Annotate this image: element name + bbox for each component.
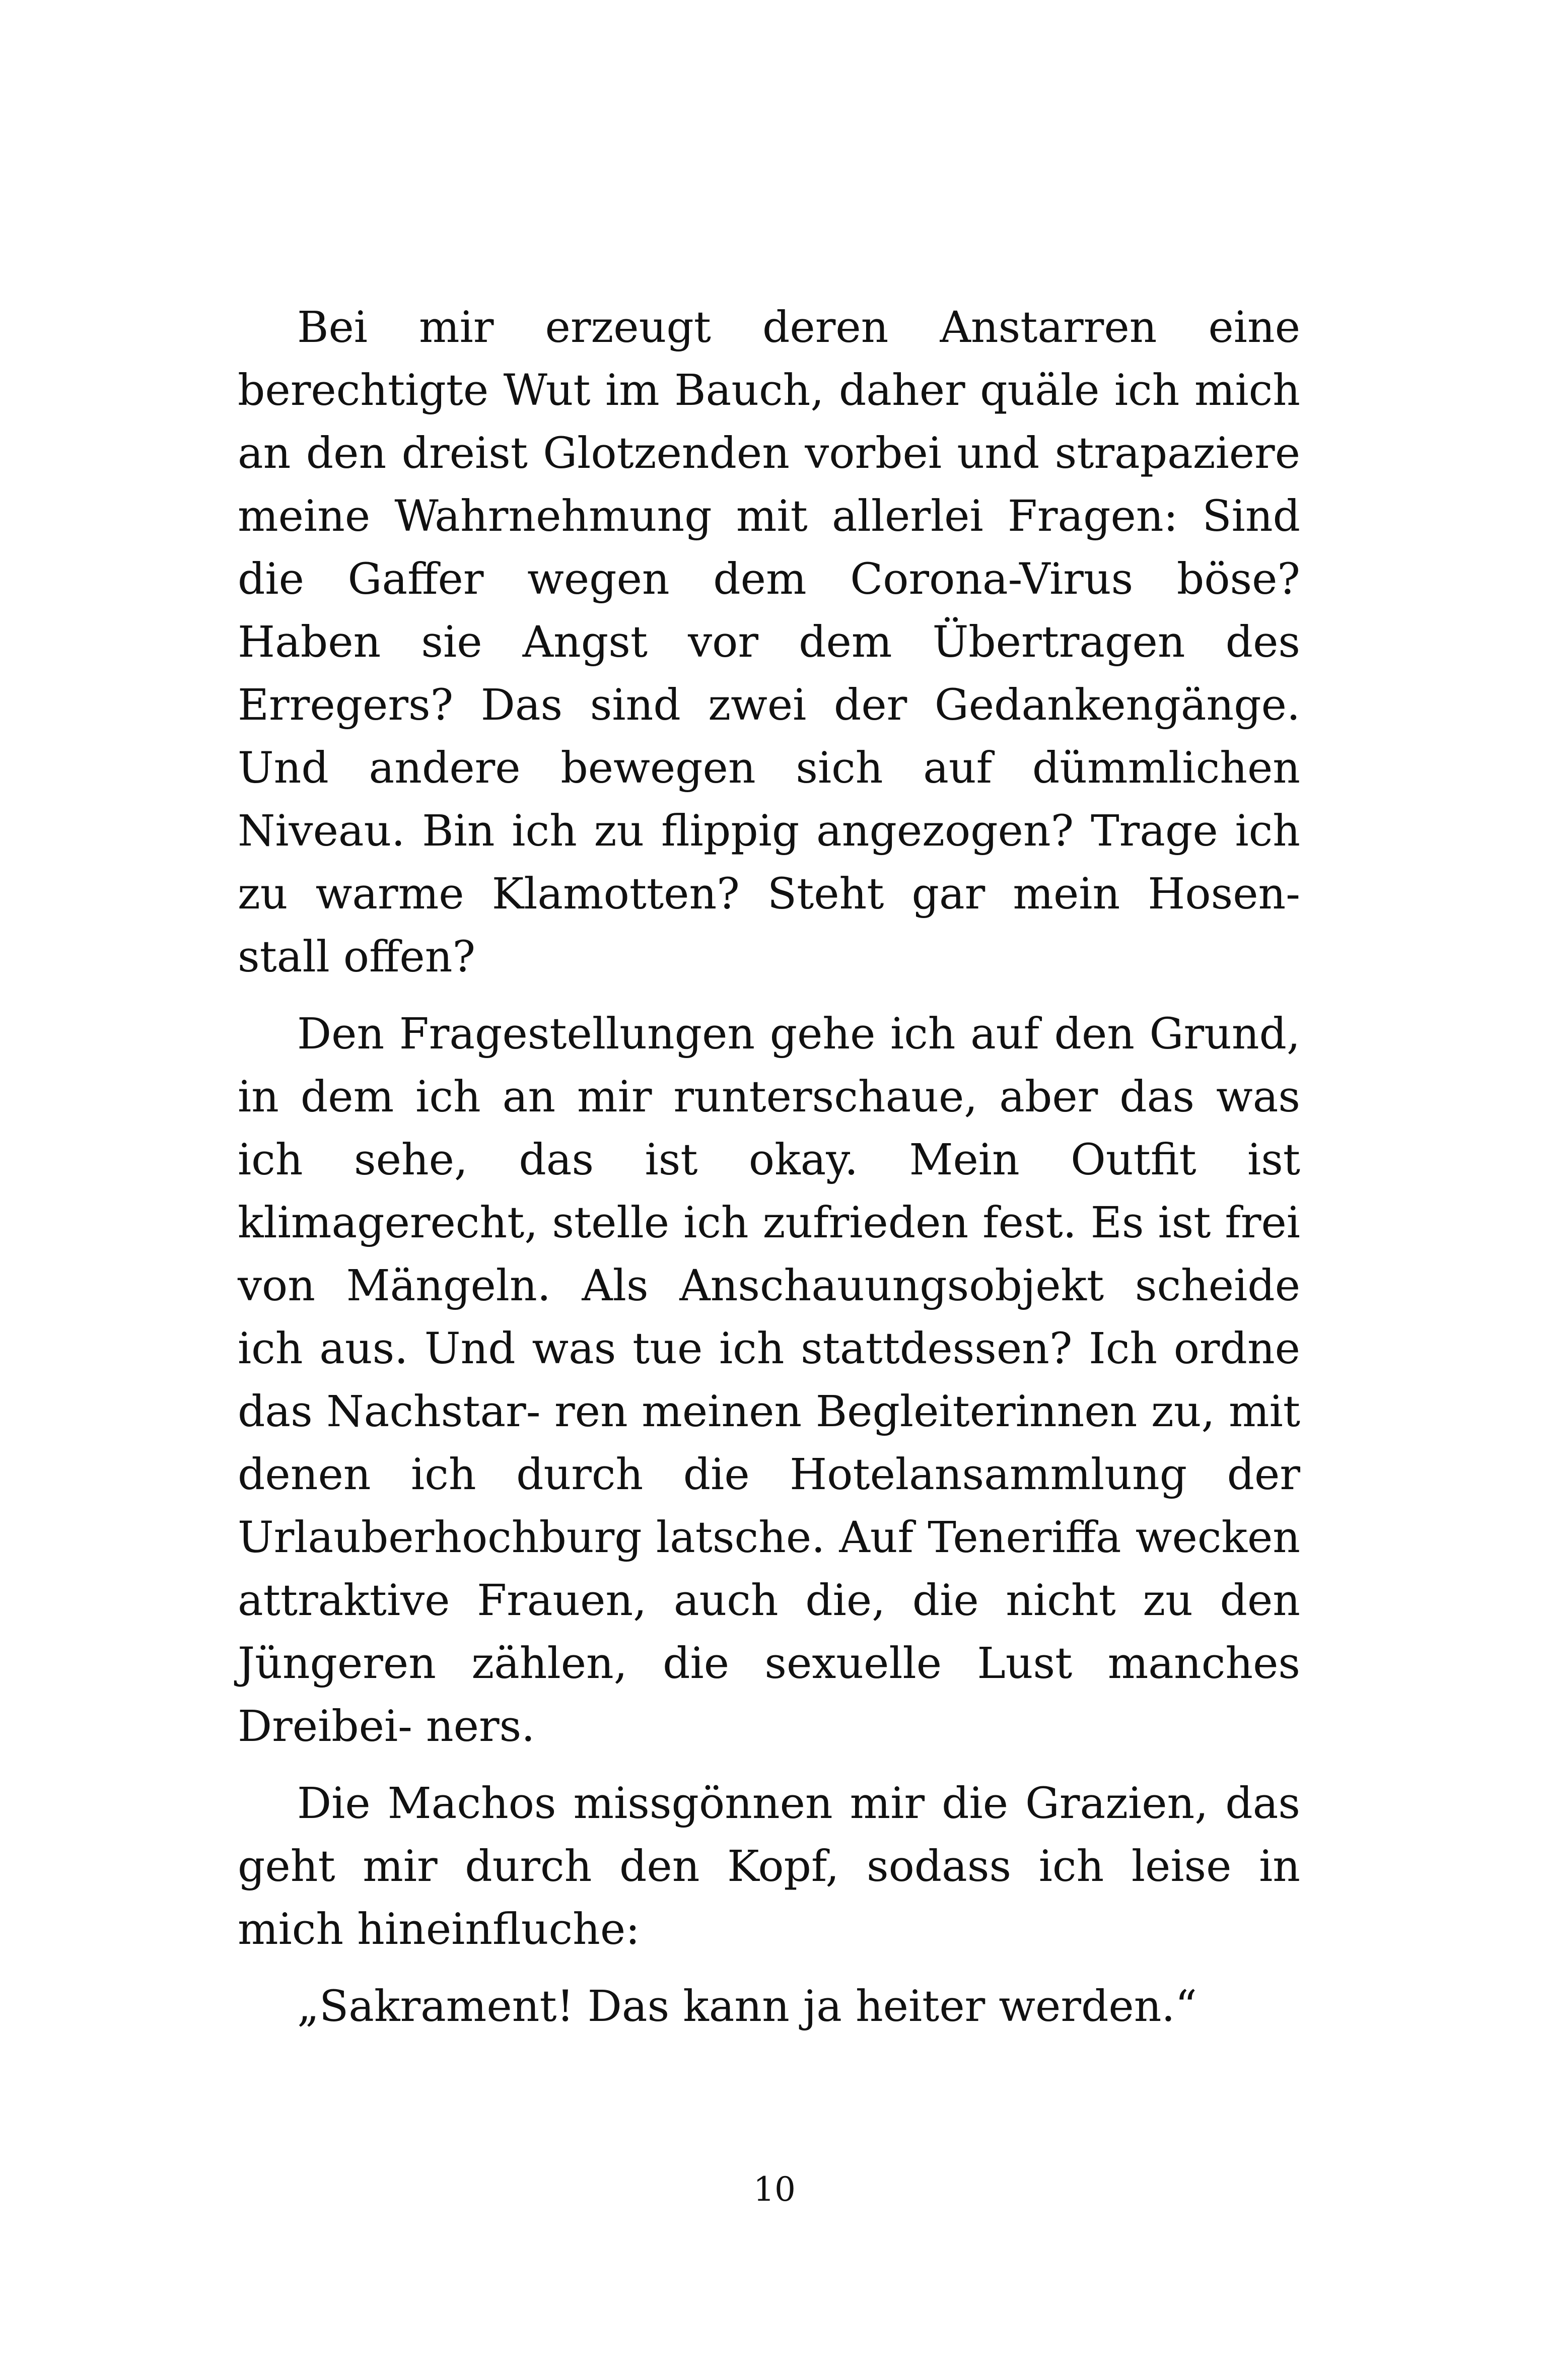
paragraph-2: Den Fragestellungen gehe ich auf den Grund, in dem ich an mir runterschaue, aber das was ich sehe, das ist okay. Mein Outfit ist klimagerecht, stelle ich zufrieden fest. Es ist frei von Mängeln. Als Anschauungsobjekt scheide ich aus. Und was tue ich stattdessen? Ich ordne das Nachstar- ren meinen Begleiterinnen zu, mit denen ich durch die Hotelansammlung der Urlauberhochburg latsche. Auf Teneriffa wecken attraktive Frauen, auch die, die nicht zu den Jüngeren zählen, die sexuelle Lust manches Dreibei- ners. [238,1009,1300,1752]
quote-paragraph: „Sakrament! Das kann ja heiter werden.“ [297,1982,1197,2032]
paragraph-3: Die Machos missgönnen mir die Grazien, das geht mir durch den Kopf, sodass ich leise in mich hineinfluche: [238,1779,1300,1954]
body-text [238,296,1300,2038]
paragraph-1: Bei mir erzeugt deren Anstarren eine berechtigte Wut im Bauch, daher quäle ich mich an den dreist Glotzenden vorbei und strapaziere meine Wahrnehmung mit allerlei Fragen: Sind die Gaffer wegen dem Corona-Virus böse? Haben sie Angst vor dem Übertragen des Erregers? Das sind zwei der Gedankengänge. Und andere bewegen sich auf dümmlichen Niveau. Bin ich zu flippig angezogen? Trage ich zu warme Klamotten? Steht gar mein Hosen- stall offen? [238,303,1300,982]
page-number: 10 [753,2170,796,2209]
